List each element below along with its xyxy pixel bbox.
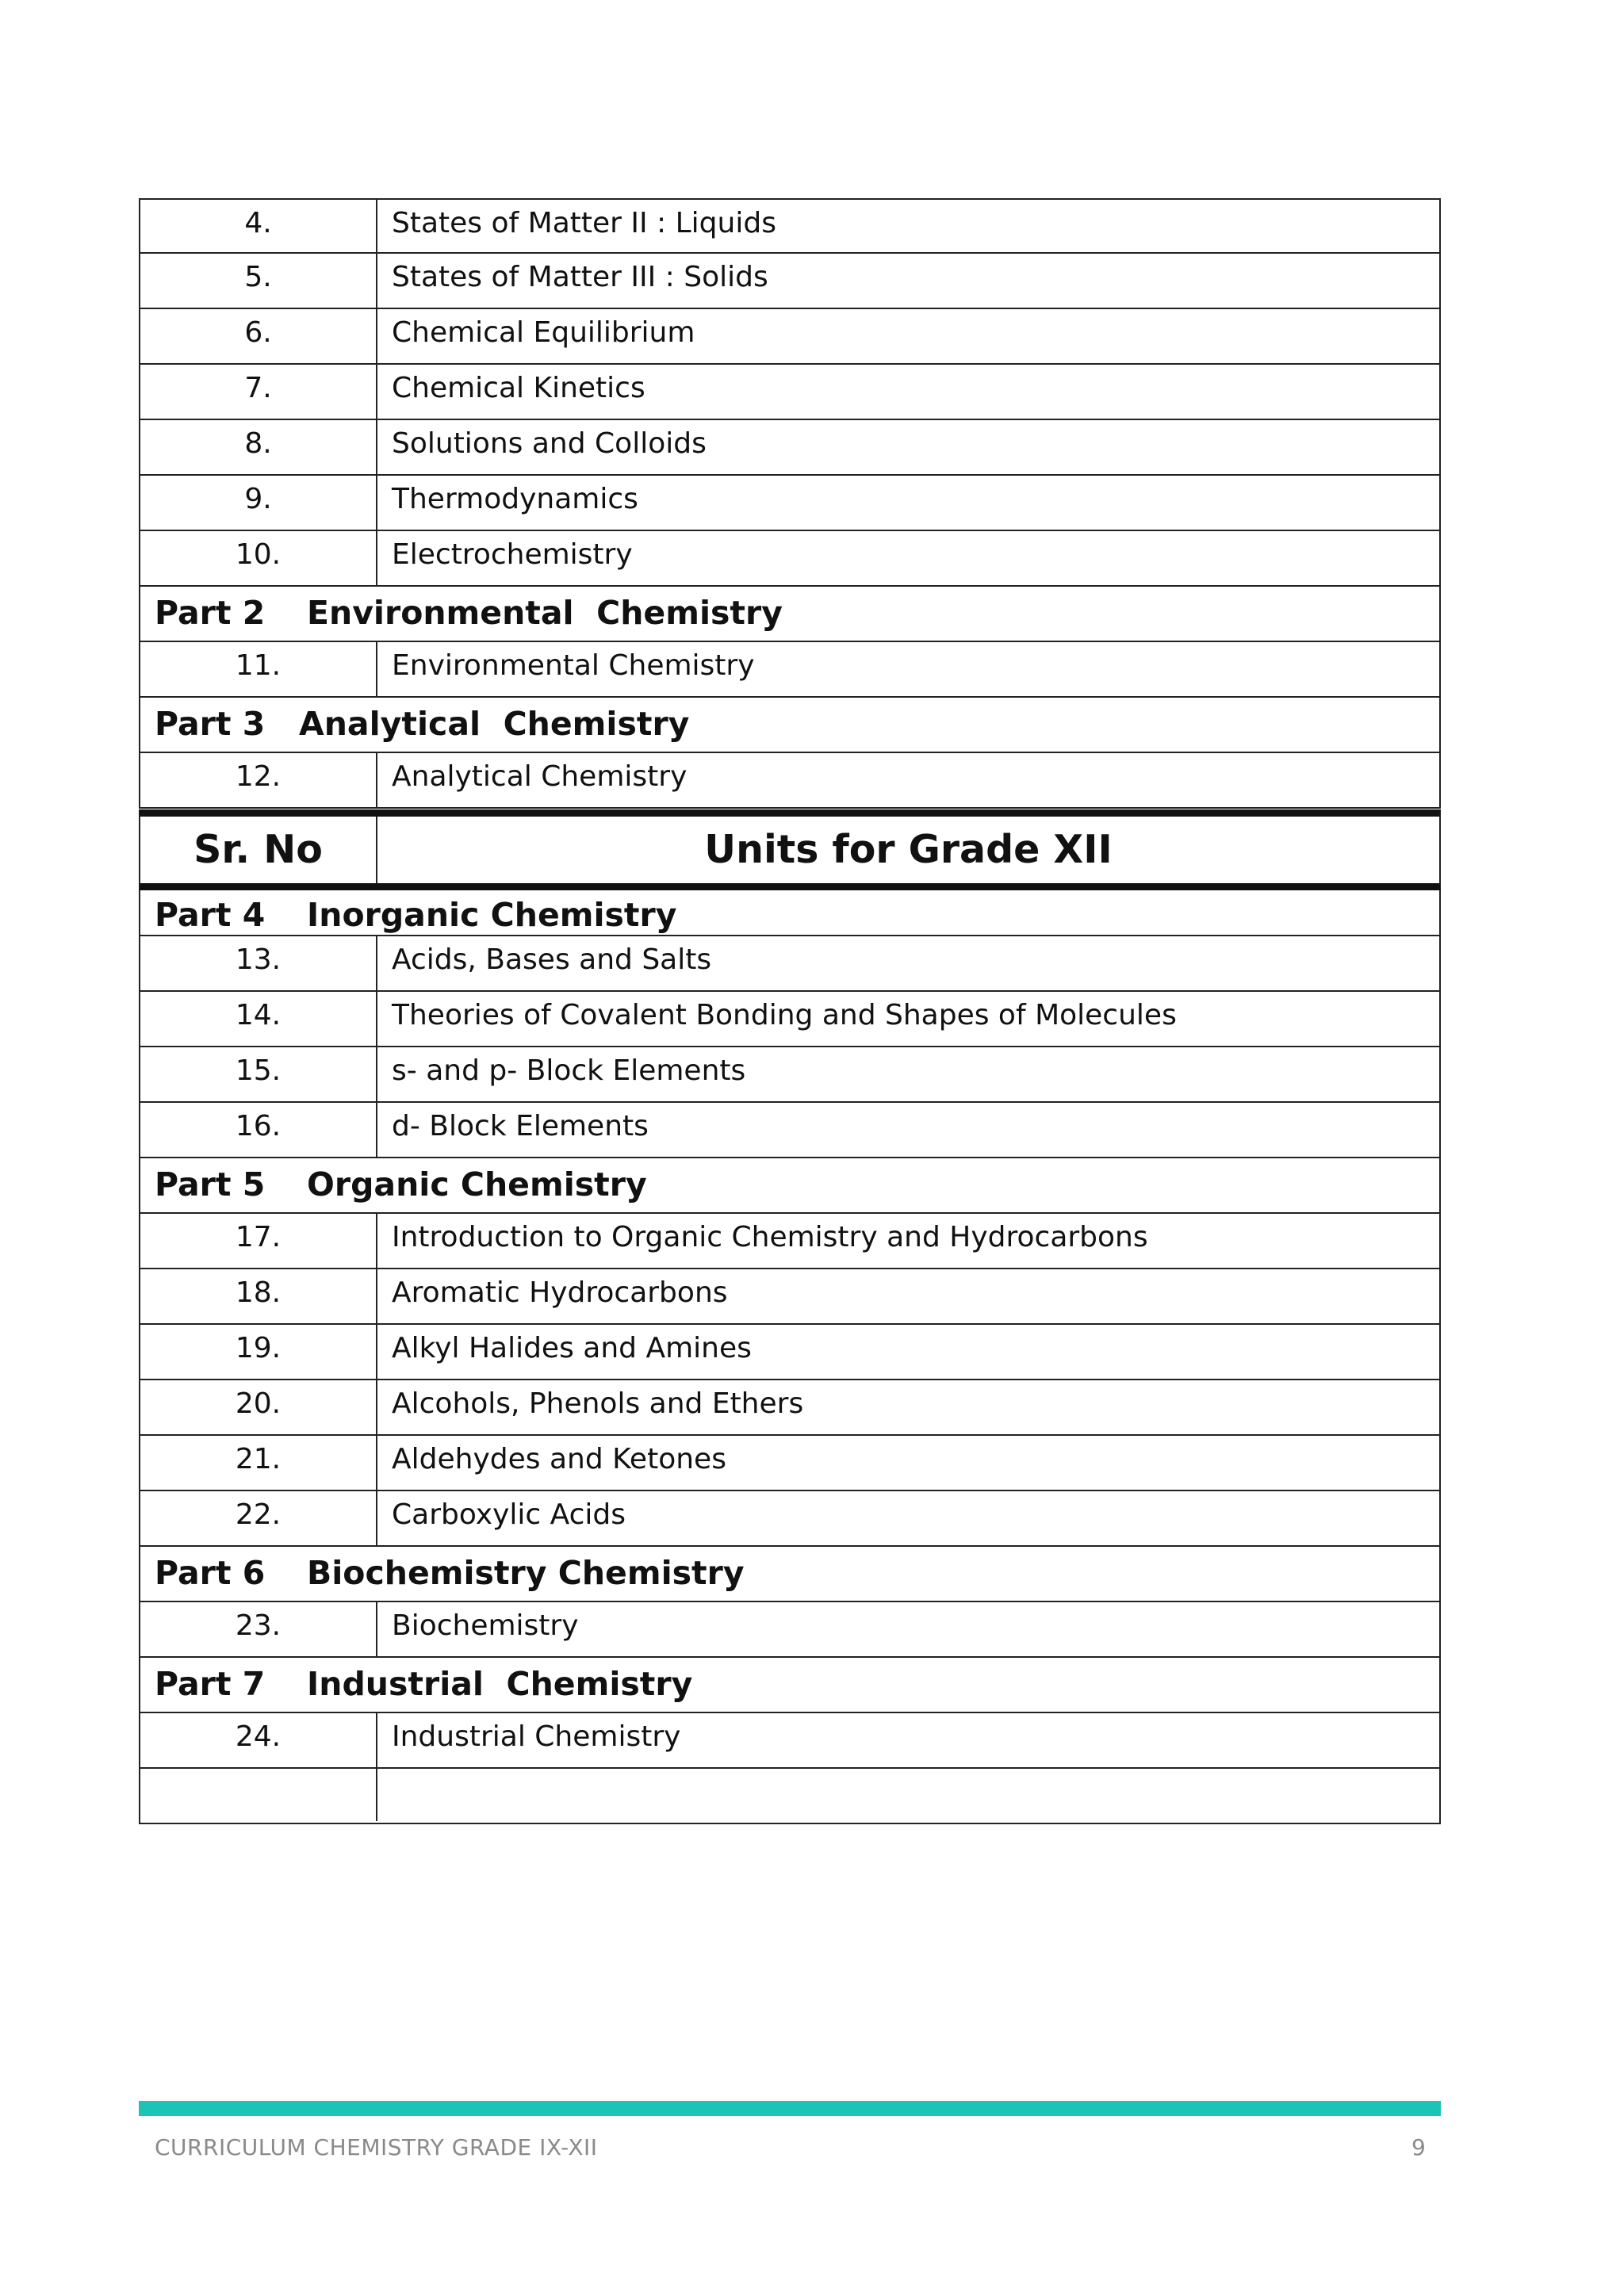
table-row: [139, 1602, 1441, 1658]
unit-number: 21.: [140, 1436, 377, 1490]
sr-no-header: Sr. No: [140, 817, 377, 883]
part-heading-row: [139, 1547, 1441, 1602]
part-title: Analytical Chemistry: [299, 705, 690, 743]
unit-title: Alcohols, Phenols and Ethers: [392, 1387, 804, 1420]
unit-title: Chemical Kinetics: [392, 372, 645, 404]
unit-number: 19.: [140, 1325, 377, 1379]
unit-title: Aromatic Hydrocarbons: [392, 1276, 728, 1309]
unit-title: Analytical Chemistry: [392, 760, 688, 793]
unit-title: Chemical Equilibrium: [392, 316, 695, 349]
part-label: Part 7: [155, 1665, 266, 1703]
table-row: [139, 1713, 1441, 1769]
part-label: Part 2: [155, 594, 266, 632]
unit-number: 16.: [140, 1103, 377, 1157]
unit-number: 18.: [140, 1269, 377, 1323]
part-title: Inorganic Chemistry: [307, 896, 677, 934]
unit-number: 15.: [140, 1047, 377, 1101]
table-row: [139, 254, 1441, 309]
part-heading-row: [139, 1658, 1441, 1713]
unit-title: Theories of Covalent Bonding and Shapes of Molecules: [392, 999, 1177, 1031]
footer-accent-bar: [139, 2101, 1441, 2116]
unit-title: Thermodynamics: [392, 483, 638, 515]
table-row: [139, 642, 1441, 698]
table-row: [139, 1214, 1441, 1269]
unit-title: Acids, Bases and Salts: [392, 943, 712, 976]
table-row: [139, 1269, 1441, 1325]
units-table: [139, 198, 1441, 1824]
part-title: Industrial Chemistry: [307, 1665, 693, 1703]
table-row: [139, 1103, 1441, 1158]
part-heading-row: [139, 1158, 1441, 1214]
unit-number: 6.: [140, 309, 377, 363]
part-label: Part 4: [155, 896, 266, 934]
unit-title: States of Matter III : Solids: [392, 261, 768, 293]
part-heading-row: [139, 890, 1441, 936]
table-row: [139, 753, 1441, 809]
unit-title: Alkyl Halides and Amines: [392, 1332, 752, 1364]
part-heading-row: [139, 587, 1441, 642]
empty-cell: [377, 1769, 1439, 1821]
part-title: Environmental Chemistry: [307, 594, 783, 632]
unit-title: s- and p- Block Elements: [392, 1054, 746, 1087]
table-row: [139, 992, 1441, 1047]
unit-number: 11.: [140, 642, 377, 696]
unit-number: 13.: [140, 936, 377, 990]
unit-number: 20.: [140, 1380, 377, 1434]
unit-number: 10.: [140, 531, 377, 585]
unit-title: Introduction to Organic Chemistry and Hydrocarbons: [392, 1221, 1148, 1253]
unit-number: 12.: [140, 753, 377, 807]
part-heading-row: [139, 698, 1441, 753]
table-row: [139, 936, 1441, 992]
unit-title: Environmental Chemistry: [392, 649, 755, 682]
unit-title: Industrial Chemistry: [392, 1720, 681, 1753]
unit-number: 7.: [140, 365, 377, 419]
unit-number: 9.: [140, 476, 377, 530]
unit-number: 22.: [140, 1491, 377, 1545]
unit-title: Solutions and Colloids: [392, 427, 707, 460]
table-row: [139, 365, 1441, 420]
unit-number: 24.: [140, 1713, 377, 1767]
unit-title: Electrochemistry: [392, 538, 633, 571]
table-row: [139, 1436, 1441, 1491]
part-label: Part 3: [155, 705, 266, 743]
part-label: Part 5: [155, 1165, 266, 1203]
unit-number: 14.: [140, 992, 377, 1046]
page-number: 9: [1411, 2134, 1426, 2160]
table-row: [139, 420, 1441, 476]
unit-title: States of Matter II : Liquids: [392, 207, 776, 239]
table-header-row: [139, 809, 1441, 890]
unit-title: Biochemistry: [392, 1609, 579, 1642]
unit-title: Carboxylic Acids: [392, 1498, 626, 1531]
table-row: [139, 1047, 1441, 1103]
part-title: Organic Chemistry: [307, 1165, 647, 1203]
empty-cell: [140, 1769, 377, 1821]
units-header: Units for Grade XII: [704, 827, 1113, 872]
table-row: [139, 198, 1441, 254]
part-title: Biochemistry Chemistry: [307, 1554, 745, 1592]
table-row: [139, 1380, 1441, 1436]
table-row: [139, 1491, 1441, 1547]
unit-number: 8.: [140, 420, 377, 474]
table-row: [139, 531, 1441, 587]
footer-title: CURRICULUM CHEMISTRY GRADE IX-XII: [155, 2134, 598, 2160]
unit-title: Aldehydes and Ketones: [392, 1443, 726, 1475]
unit-number: 4.: [140, 200, 377, 252]
unit-number: 17.: [140, 1214, 377, 1268]
table-row: [139, 476, 1441, 531]
unit-title: d- Block Elements: [392, 1110, 649, 1142]
unit-number: 5.: [140, 254, 377, 308]
part-label: Part 6: [155, 1554, 266, 1592]
table-row: [139, 309, 1441, 365]
unit-number: 23.: [140, 1602, 377, 1656]
empty-table-row: [139, 1769, 1441, 1824]
table-row: [139, 1325, 1441, 1380]
